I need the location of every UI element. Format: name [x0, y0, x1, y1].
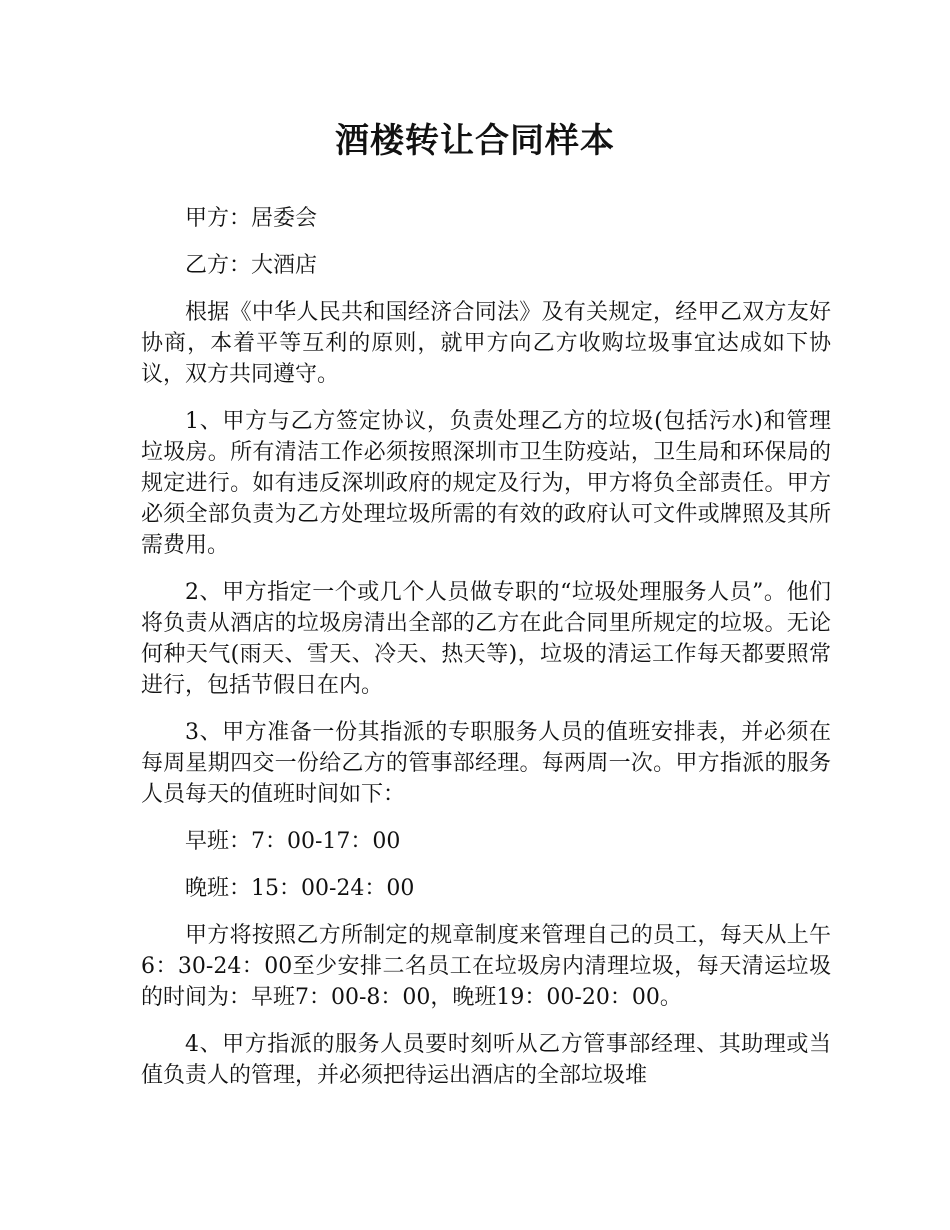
clause-2-paragraph: 2、甲方指定一个或几个人员做专职的“垃圾处理服务人员”。他们将负责从酒店的垃圾房清出全部的乙方在此合同里所规定的垃圾。无论何种天气(雨天、雪天、冷天、热天等)，垃圾的清运工作每天都要照常进行，包括节假日在内。	[141, 580, 831, 698]
clause-1-paragraph: 1、甲方与乙方签定协议，负责处理乙方的垃圾(包括污水)和管理垃圾房。所有清洁工作必须按照深圳市卫生防疫站，卫生局和环保局的规定进行。如有违反深圳政府的规定及行为，甲方将负全部责任。甲方必须全部负责为乙方处理垃圾所需的有效的政府认可文件或牌照及其所需费用。	[141, 409, 831, 558]
document-body	[141, 203, 831, 1107]
party-b-line: 乙方：大酒店	[185, 253, 318, 278]
clause-3-paragraph: 3、甲方准备一份其指派的专职服务人员的值班安排表，并必须在每周星期四交一份给乙方的管事部经理。每两周一次。甲方指派的服务人员每天的值班时间如下：	[141, 720, 831, 807]
document-title: 酒楼转让合同样本	[335, 121, 615, 161]
clause-4-paragraph: 4、甲方指派的服务人员要时刻听从乙方管事部经理、其助理或当值负责人的管理，并必须把待运出酒店的全部垃圾堆	[141, 1032, 831, 1088]
morning-shift-line: 早班：7：00-17：00	[185, 829, 401, 854]
staff-management-paragraph: 甲方将按照乙方所制定的规章制度来管理自己的员工，每天从上午6：30-24：00至少安排二名员工在垃圾房内清理垃圾，每天清运垃圾的时间为：早班7：00-8：00，晚班19：00-20：00。	[141, 923, 831, 1010]
evening-shift-line: 晚班：15：00-24：00	[185, 876, 415, 901]
party-a-line: 甲方：居委会	[185, 206, 318, 231]
preamble-paragraph: 根据《中华人民共和国经济合同法》及有关规定，经甲乙双方友好协商，本着平等互利的原则，就甲方向乙方收购垃圾事宜达成如下协议，双方共同遵守。	[141, 300, 831, 387]
